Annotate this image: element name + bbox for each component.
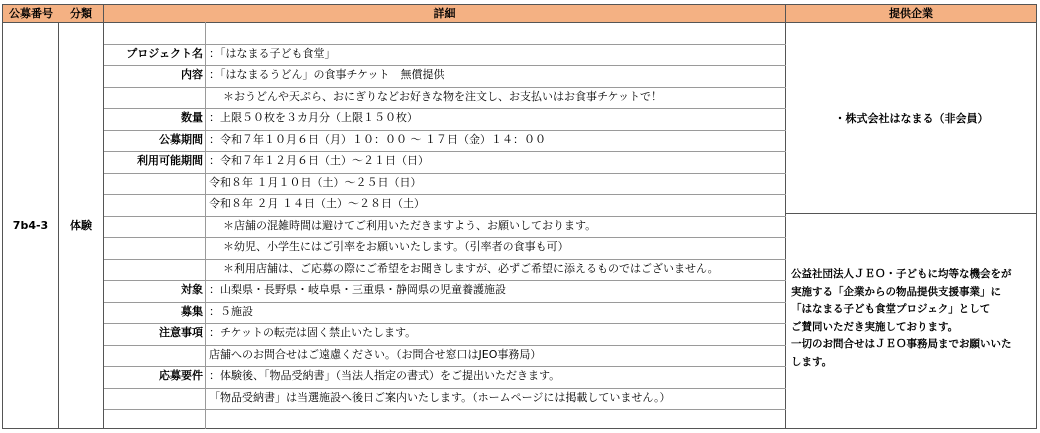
detail-value: 店舗へのお問合せはご遠慮ください。（お問合せ窓口はJEO事務局） <box>209 347 542 361</box>
record-number-text: 7b4-3 <box>12 218 49 232</box>
detail-value: ：山梨県・長野県・岐阜県・三重県・静岡県の児童養護施設 <box>209 283 506 296</box>
detail-label: 利用可能期間 <box>137 154 203 167</box>
company-note-line: します。 <box>791 355 833 368</box>
detail-value: ：「はなまるうどん」の食事チケット 無償提供 <box>209 68 445 81</box>
header-company: 提供企業 <box>786 4 1037 23</box>
company-note-line: ご賛同いただき実施しております。 <box>791 320 959 333</box>
detail-value: ＊利用店舗は、ご応募の際にご希望をお聞きしますが、必ずご希望に添えるものではございません。 <box>223 261 719 275</box>
header-detail: 詳細 <box>104 4 786 23</box>
company-note-line: 公益社団法人ＪＥＯ・子どもに均等な機会をが <box>791 268 1012 280</box>
provider-name: ・株式会社はなまる（非会員） <box>834 111 989 125</box>
detail-value: ：体験後、「物品受納書」（当法人指定の書式）をご提出いただきます。 <box>209 369 561 382</box>
detail-label: 対象 <box>181 283 203 296</box>
detail-value: ：令和７年１０月６日（月）１０：００ ～ １７日（金）１４：００ <box>209 132 546 146</box>
detail-value: ：令和７年１２月６日（土）～２１日（日） <box>209 154 429 167</box>
detail-value: ：「はなまる子ども食堂」 <box>209 46 336 60</box>
detail-value: ＊おうどんや天ぷら、おにぎりなどお好きな物を注文し、お支払いはお食事チケットで！ <box>223 89 663 103</box>
record-number <box>2 22 59 429</box>
detail-value: 令和８年 １月１０日（土）～２５日（日） <box>209 175 422 189</box>
detail-value: ：チケットの転売は固く禁止いたします。 <box>209 326 417 339</box>
detail-label: 公募期間 <box>159 132 203 146</box>
company-divider <box>786 213 1037 214</box>
detail-value: ＊幼児、小学生にはご引率をお願いいたします。（引率者の食事も可） <box>223 240 569 253</box>
detail-label: プロジェクト名 <box>126 46 203 60</box>
detail-value: ：５施設 <box>209 304 253 318</box>
record-category <box>59 22 104 429</box>
record-category-text: 体験 <box>70 219 92 232</box>
company-note-line: 「はなまる子ども食堂プロジェク」として <box>791 303 991 315</box>
company-note-line: 実施する「企業からの物品提供支援事業」に <box>791 285 1001 298</box>
detail-value: 令和８年 ２月 １４日（土）～２８日（土） <box>209 197 425 210</box>
company-note <box>791 266 1033 371</box>
detail-divider <box>205 22 206 429</box>
detail-label: 数量 <box>181 111 203 124</box>
detail-value: ：上限５０枚を３カ月分（上限１５０枚） <box>209 111 418 124</box>
detail-label: 応募要件 <box>159 369 203 382</box>
detail-value: ＊店舗の混雑時間は避けてご利用いただきますよう、お願いしております。 <box>223 218 597 232</box>
detail-label: 募集 <box>181 304 203 318</box>
header-category: 分類 <box>59 4 104 23</box>
row-separator <box>104 409 786 410</box>
detail-label: 注意事項 <box>159 326 203 339</box>
detail-label: 内容 <box>181 68 203 81</box>
detail-value: 「物品受納書」は当選施設へ後日ご案内いたします。（ホームページには掲載していません。） <box>209 390 671 404</box>
company-note-line: 一切のお問合せはＪＥＯ事務局までお願いいた <box>791 338 1012 350</box>
header-number: 公募番号 <box>2 4 60 23</box>
